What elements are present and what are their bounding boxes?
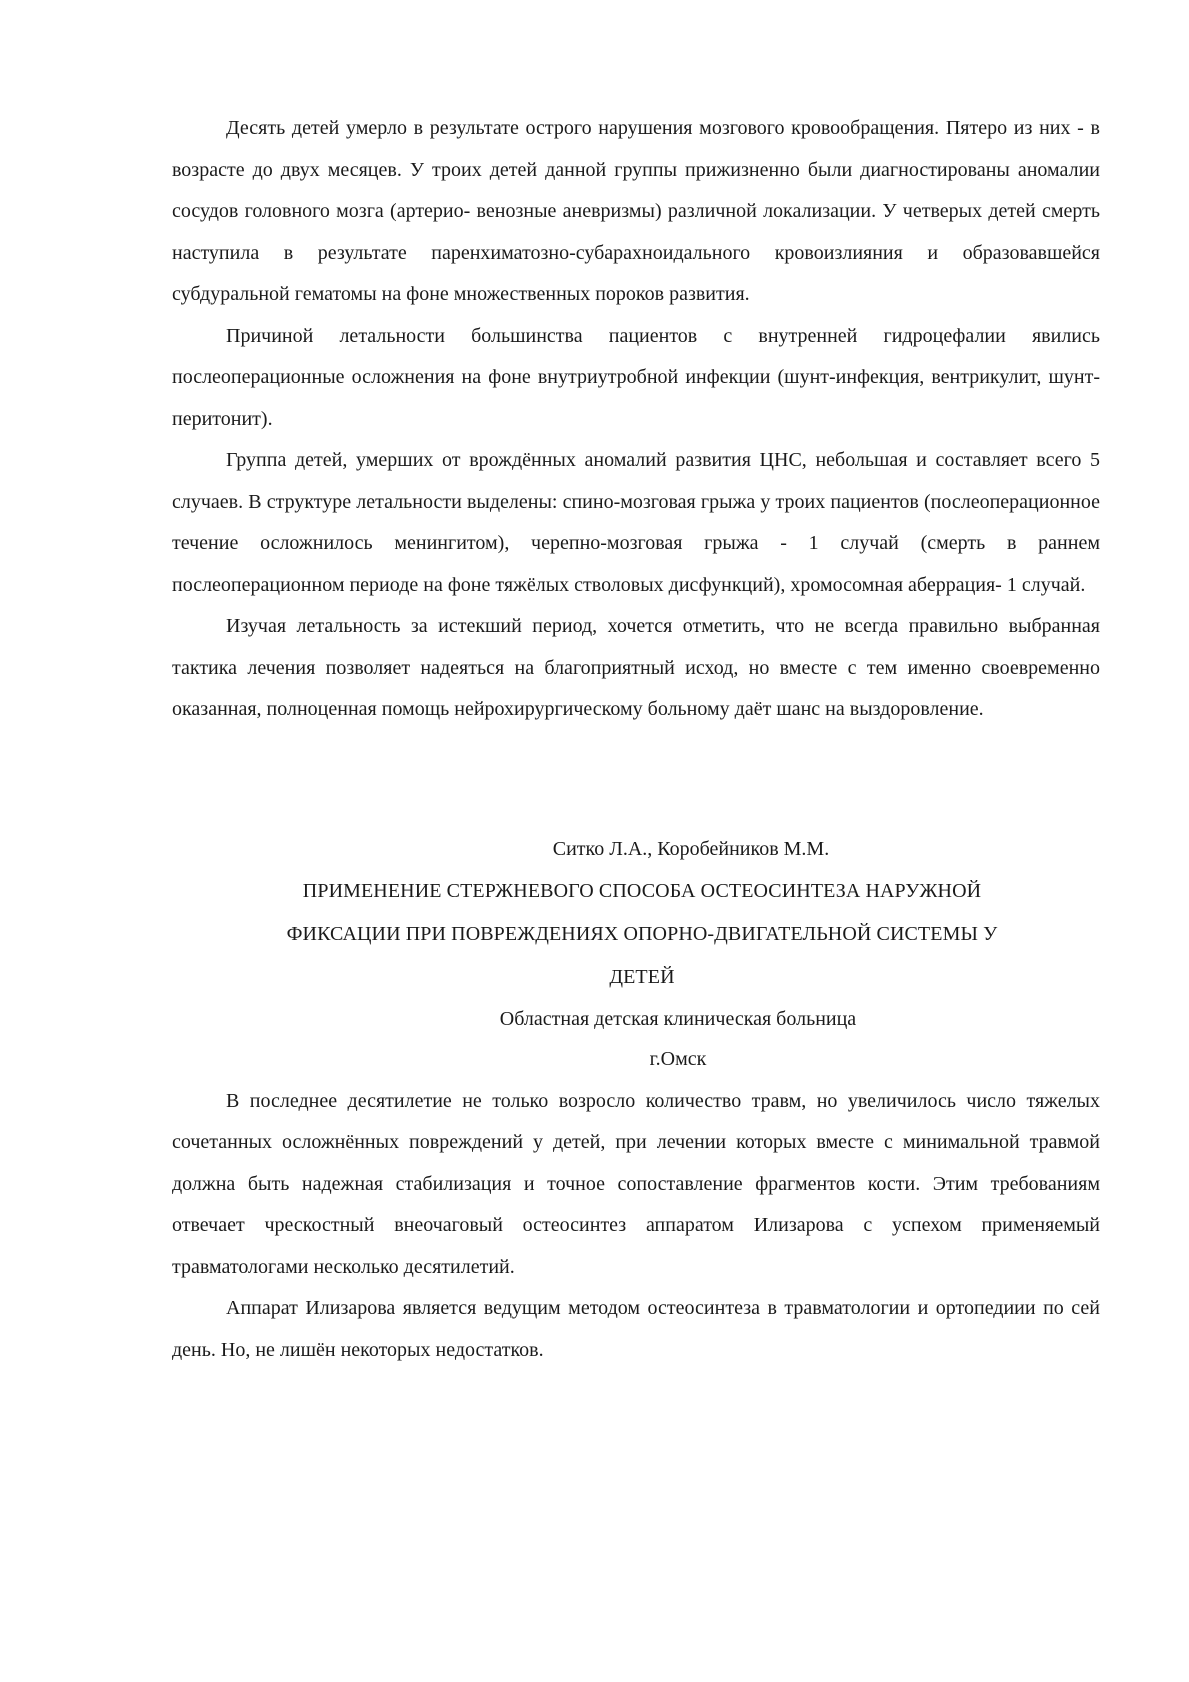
article-authors: Ситко Л.А., Коробейников М.М.: [552, 837, 830, 860]
paragraph: Причиной летальности большинства пациентов с внутренней гидроцефалии явились послеоперационные осложнения на фоне внутриутробной инфекции (шунт-инфекция, вентрикулит, шунт-перитонит).: [172, 324, 1100, 430]
paragraph: Десять детей умерло в результате острого нарушения мозгового кровообращения. Пятеро из них - в возрасте до двух месяцев. У троих детей данной группы прижизненно были диагностированы аномалии сосудов головного мозга (артерио- венозные аневризмы) различной локализации. У четверых детей смерть наступила в результате паренхиматозно-субарахноидального кровоизлияния и образовавшейся субдуральной гематомы на фоне множественных пороков развития.: [172, 117, 1100, 305]
paragraph: Изучая летальность за истекший период, хочется отметить, что не всегда правильно выбранная тактика лечения позволяет надеяться на благоприятный исход, но вместе с тем именно своевременно оказанная, полноценная помощь нейрохирургическому больному даёт шанс на выздоровление.: [172, 615, 1100, 720]
article-title-line: ФИКСАЦИИ ПРИ ПОВРЕЖДЕНИЯХ ОПОРНО-ДВИГАТЕЛЬНОЙ СИСТЕМЫ У: [286, 922, 998, 945]
section-spacer: [172, 731, 1100, 829]
article-title-line: ДЕТЕЙ: [609, 965, 675, 988]
document-page: [172, 108, 1100, 1371]
paragraph: Аппарат Илизарова является ведущим методом остеосинтеза в травматологии и ортопедиии по сей день. Но, не лишён некоторых недостатков.: [172, 1297, 1100, 1361]
article-body: [172, 1081, 1100, 1372]
article-city: г.Омск: [649, 1047, 707, 1070]
previous-article-body: [172, 108, 1100, 731]
paragraph: Группа детей, умерших от врождённых аномалий развития ЦНС, небольшая и составляет всего 5 случаев. В структуре летальности выделены: спино-мозговая грыжа у троих пациентов (послеоперационное течение осложнилось менингитом), черепно-мозговая грыжа - 1 случай (смерть в раннем послеоперационном периоде на фоне тяжёлых стволовых дисфункций), хромосомная аберрация- 1 случай.: [172, 449, 1100, 596]
paragraph: В последнее десятилетие не только возросло количество травм, но увеличилось число тяжелых сочетанных осложнённых повреждений у детей, при лечении которых вместе с минимальной травмой должна быть надежная стабилизация и точное сопоставление фрагментов кости. Этим требованиям отвечает чрескостный внеочаговый остеосинтез аппаратом Илизарова с успехом применяемый травматологами несколько десятилетий.: [172, 1089, 1100, 1278]
article-header: [172, 829, 1100, 1079]
article-title-line: ПРИМЕНЕНИЕ СТЕРЖНЕВОГО СПОСОБА ОСТЕОСИНТЕЗА НАРУЖНОЙ: [302, 879, 982, 902]
article-affiliation: Областная детская клиническая больница: [499, 1007, 857, 1030]
